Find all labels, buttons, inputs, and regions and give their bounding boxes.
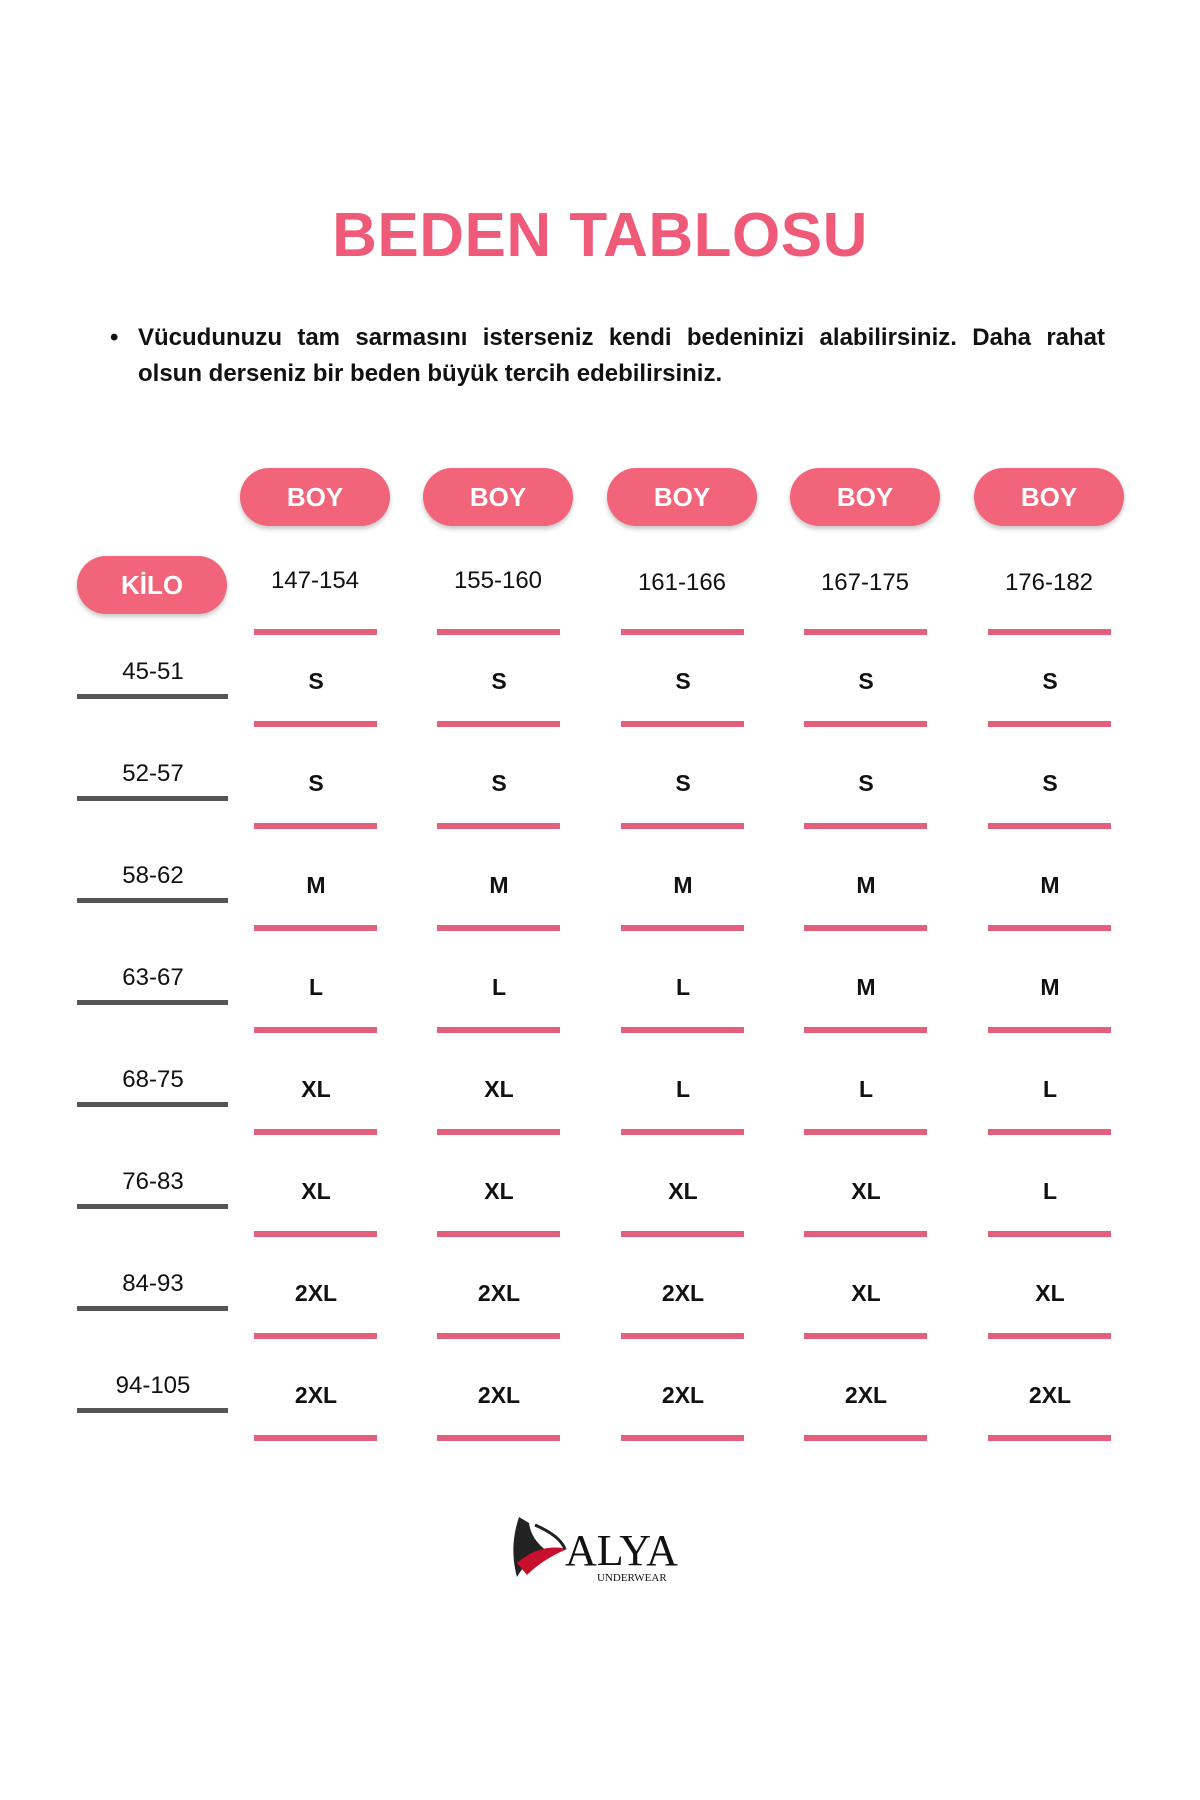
weight-range: 63-67 — [122, 964, 184, 991]
height-range: 167-175 — [820, 569, 910, 596]
size-cell: M — [856, 974, 876, 1000]
weight-underline — [77, 694, 228, 699]
size-underline — [254, 823, 377, 829]
weight-range: 76-83 — [122, 1168, 184, 1195]
logo-brand: ALYA — [565, 1526, 678, 1575]
size-cell: L — [858, 1076, 874, 1102]
height-range: 161-166 — [637, 569, 727, 596]
weight-range: 58-62 — [122, 862, 184, 889]
size-cell: L — [308, 974, 324, 1000]
weight-underline — [77, 898, 228, 903]
size-underline — [437, 823, 560, 829]
size-underline — [621, 823, 744, 829]
size-underline — [621, 721, 744, 727]
size-underline — [621, 1129, 744, 1135]
weight-underline — [77, 1102, 228, 1107]
size-cell: S — [308, 770, 324, 796]
size-cell: S — [858, 668, 874, 694]
column-header-boy: BOY — [607, 468, 757, 526]
size-underline — [621, 925, 744, 931]
size-cell: XL — [484, 1076, 514, 1102]
size-cell: XL — [851, 1178, 881, 1204]
column-header-boy: BOY — [974, 468, 1124, 526]
size-underline — [988, 823, 1111, 829]
size-advice-note — [110, 320, 1105, 392]
size-underline — [621, 1435, 744, 1441]
advice-text: Vücudunuzu tam sarmasını isterseniz kendi bedeninizi alabilirsiniz. Daha rahat olsun derseniz bir beden büyük tercih edebilirsiniz. — [138, 324, 1105, 387]
size-cell: S — [858, 770, 874, 796]
size-underline — [804, 1231, 927, 1237]
height-underline — [621, 629, 744, 635]
height-range: 147-154 — [270, 567, 360, 594]
size-cell: 2XL — [294, 1280, 338, 1306]
size-underline — [804, 1129, 927, 1135]
column-header-boy: BOY — [240, 468, 390, 526]
size-cell: L — [491, 974, 507, 1000]
size-cell: M — [856, 872, 876, 898]
size-underline — [988, 1333, 1111, 1339]
weight-range: 68-75 — [122, 1066, 184, 1093]
size-cell: XL — [301, 1076, 331, 1102]
weight-underline — [77, 1306, 228, 1311]
brand-logo — [505, 1505, 705, 1595]
size-cell: S — [1042, 770, 1058, 796]
height-underline — [804, 629, 927, 635]
size-cell: 2XL — [661, 1280, 705, 1306]
size-cell: S — [308, 668, 324, 694]
height-range: 155-160 — [453, 567, 543, 594]
logo-subtitle: UNDERWEAR — [597, 1572, 667, 1584]
size-underline — [437, 1435, 560, 1441]
size-cell: 2XL — [844, 1382, 888, 1408]
size-cell: 2XL — [661, 1382, 705, 1408]
size-cell: M — [306, 872, 326, 898]
size-cell: 2XL — [477, 1382, 521, 1408]
weight-underline — [77, 1204, 228, 1209]
size-cell: S — [1042, 668, 1058, 694]
weight-underline — [77, 1000, 228, 1005]
bullet: • — [110, 324, 119, 351]
height-underline — [988, 629, 1111, 635]
size-cell: XL — [484, 1178, 514, 1204]
weight-range: 84-93 — [122, 1270, 184, 1297]
weight-range: 52-57 — [122, 760, 184, 787]
size-underline — [254, 1435, 377, 1441]
size-underline — [621, 1333, 744, 1339]
size-cell: XL — [668, 1178, 698, 1204]
size-underline — [254, 1129, 377, 1135]
size-cell: S — [491, 770, 507, 796]
weight-range: 45-51 — [122, 658, 184, 685]
size-underline — [621, 1027, 744, 1033]
size-underline — [988, 1129, 1111, 1135]
size-underline — [988, 721, 1111, 727]
size-cell: 2XL — [1028, 1382, 1072, 1408]
size-underline — [988, 1027, 1111, 1033]
weight-range: 94-105 — [115, 1372, 191, 1399]
size-underline — [988, 1435, 1111, 1441]
size-underline — [254, 925, 377, 931]
size-underline — [804, 1333, 927, 1339]
column-header-boy: BOY — [790, 468, 940, 526]
size-underline — [254, 1231, 377, 1237]
size-underline — [254, 1333, 377, 1339]
size-cell: XL — [1035, 1280, 1065, 1306]
weight-underline — [77, 796, 228, 801]
size-underline — [988, 1231, 1111, 1237]
size-underline — [804, 1027, 927, 1033]
size-cell: M — [1040, 872, 1060, 898]
size-underline — [804, 925, 927, 931]
size-underline — [437, 1231, 560, 1237]
height-underline — [437, 629, 560, 635]
size-cell: S — [675, 668, 691, 694]
size-cell: M — [1040, 974, 1060, 1000]
height-range: 176-182 — [1004, 569, 1094, 596]
size-cell: M — [673, 872, 693, 898]
size-cell: XL — [301, 1178, 331, 1204]
size-cell: L — [1042, 1178, 1058, 1204]
size-cell: 2XL — [477, 1280, 521, 1306]
size-underline — [437, 1333, 560, 1339]
size-cell: L — [1042, 1076, 1058, 1102]
size-cell: 2XL — [294, 1382, 338, 1408]
size-underline — [254, 1027, 377, 1033]
size-underline — [988, 925, 1111, 931]
size-underline — [804, 823, 927, 829]
column-header-boy: BOY — [423, 468, 573, 526]
page-title: BEDEN TABLOSU — [332, 201, 868, 270]
weight-underline — [77, 1408, 228, 1413]
size-cell: L — [675, 974, 691, 1000]
size-underline — [437, 721, 560, 727]
size-cell: M — [489, 872, 509, 898]
size-cell: L — [675, 1076, 691, 1102]
size-underline — [621, 1231, 744, 1237]
size-underline — [437, 925, 560, 931]
size-underline — [437, 1129, 560, 1135]
size-underline — [804, 1435, 927, 1441]
height-underline — [254, 629, 377, 635]
size-cell: S — [491, 668, 507, 694]
size-underline — [804, 721, 927, 727]
size-cell: XL — [851, 1280, 881, 1306]
size-underline — [437, 1027, 560, 1033]
size-cell: S — [675, 770, 691, 796]
row-header-kilo: KİLO — [77, 556, 227, 614]
size-underline — [254, 721, 377, 727]
